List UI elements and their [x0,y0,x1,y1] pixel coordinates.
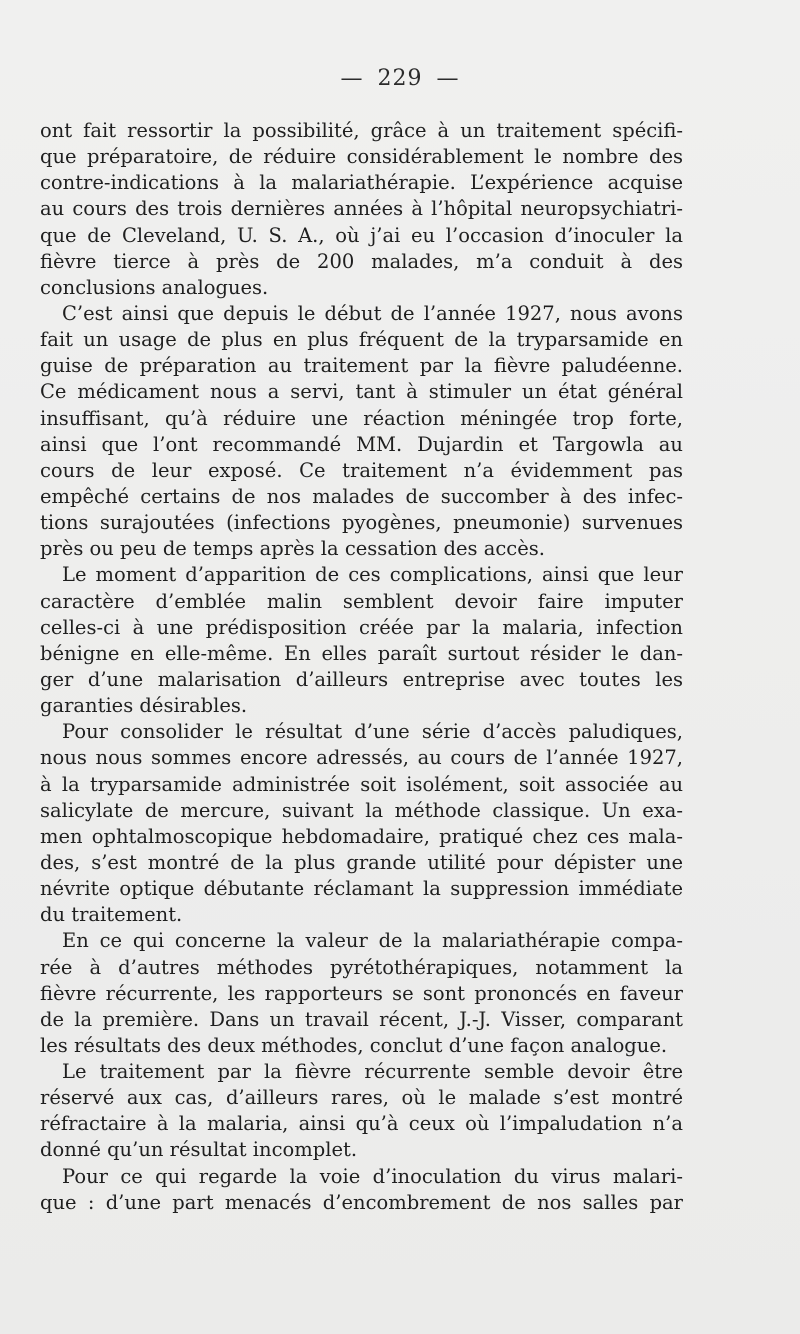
body-text [40,118,683,1216]
text-line: au cours des trois dernières années à l’hôpital neuropsychiatri- [40,197,683,221]
text-line: En ce qui concerne la valeur de la malariathérapie compa- [62,929,683,953]
text-line: Ce médicament nous a servi, tant à stimuler un état général [40,380,683,404]
text-line: caractère d’emblée malin semblent devoir faire imputer [40,589,683,613]
text-line: fait un usage de plus en plus fréquent de la tryparsamide en [40,328,683,352]
text-line: fièvre récurrente, les rapporteurs se sont prononcés en faveur [40,981,683,1005]
text-line: des, s’est montré de la plus grande utilité pour dépister une [40,850,683,874]
text-line: celles-ci à une prédisposition créée par la malaria, infection [40,615,683,639]
text-line: que de Cleveland, U. S. A., où j’ai eu l’occasion d’inoculer la [40,223,683,247]
text-line: ainsi que l’ont recommandé MM. Dujardin et Targowla au [40,432,683,456]
text-line: de la première. Dans un travail récent, J.-J. Visser, comparant [40,1007,683,1031]
text-line: rée à d’autres méthodes pyrétothérapiques, notamment la [40,955,683,979]
text-line: conclusions analogues. [40,275,269,299]
text-line: guise de préparation au traitement par la fièvre paludéenne. [40,354,683,378]
text-line: les résultats des deux méthodes, conclut d’une façon analogue. [40,1033,668,1057]
text-line: Pour consolider le résultat d’une série d’accès paludiques, [62,720,683,744]
text-line: nous nous sommes encore adressés, au cours de l’année 1927, [40,746,683,770]
text-line: cours de leur exposé. Ce traitement n’a évidemment pas [40,458,683,482]
text-line: névrite optique débutante réclamant la suppression immédiate [40,877,683,901]
text-line: que préparatoire, de réduire considérablement le nombre des [40,145,683,169]
text-line: insuffisant, qu’à réduire une réaction méningée trop forte, [40,406,683,430]
text-line: fièvre tierce à près de 200 malades, m’a conduit à des [40,249,683,273]
text-line: Le traitement par la fièvre récurrente semble devoir être [62,1060,683,1084]
text-line: réservé aux cas, d’ailleurs rares, où le malade s’est montré [40,1086,683,1110]
text-line: bénigne en elle-même. En elles paraît surtout résider le dan- [40,641,683,665]
text-line: ont fait ressortir la possibilité, grâce à un traitement spécifi- [40,119,683,142]
text-line: Le moment d’apparition de ces complications, ainsi que leur [62,563,683,587]
text-line: que : d’une part menacés d’encombrement de nos salles par [40,1190,683,1214]
text-line: près ou peu de temps après la cessation des accès. [40,537,545,561]
text-line: à la tryparsamide administrée soit isolément, soit associée au [40,772,683,796]
text-line: du traitement. [40,903,183,927]
text-line: salicylate de mercure, suivant la méthode classique. Un exa- [40,798,683,822]
text-line: garanties désirables. [40,694,248,718]
text-line: ger d’une malarisation d’ailleurs entreprise avec toutes les [40,667,683,691]
text-line: réfractaire à la malaria, ainsi qu’à ceux où l’impaludation n’a [40,1112,683,1136]
text-line: men ophtalmoscopique hebdomadaire, pratiqué chez ces mala- [40,824,683,848]
text-line: Pour ce qui regarde la voie d’inoculation du virus malari- [62,1164,683,1188]
text-line: donné qu’un résultat incomplet. [40,1138,358,1162]
page-number: — 229 — [340,66,460,91]
text-line: contre-indications à la malariathérapie. L’expérience acquise [40,171,683,195]
text-line: empêché certains de nos malades de succomber à des infec- [40,484,683,508]
text-line: C’est ainsi que depuis le début de l’année 1927, nous avons [62,301,683,325]
text-line: tions surajoutées (infections pyogènes, pneumonie) survenues [40,511,683,535]
